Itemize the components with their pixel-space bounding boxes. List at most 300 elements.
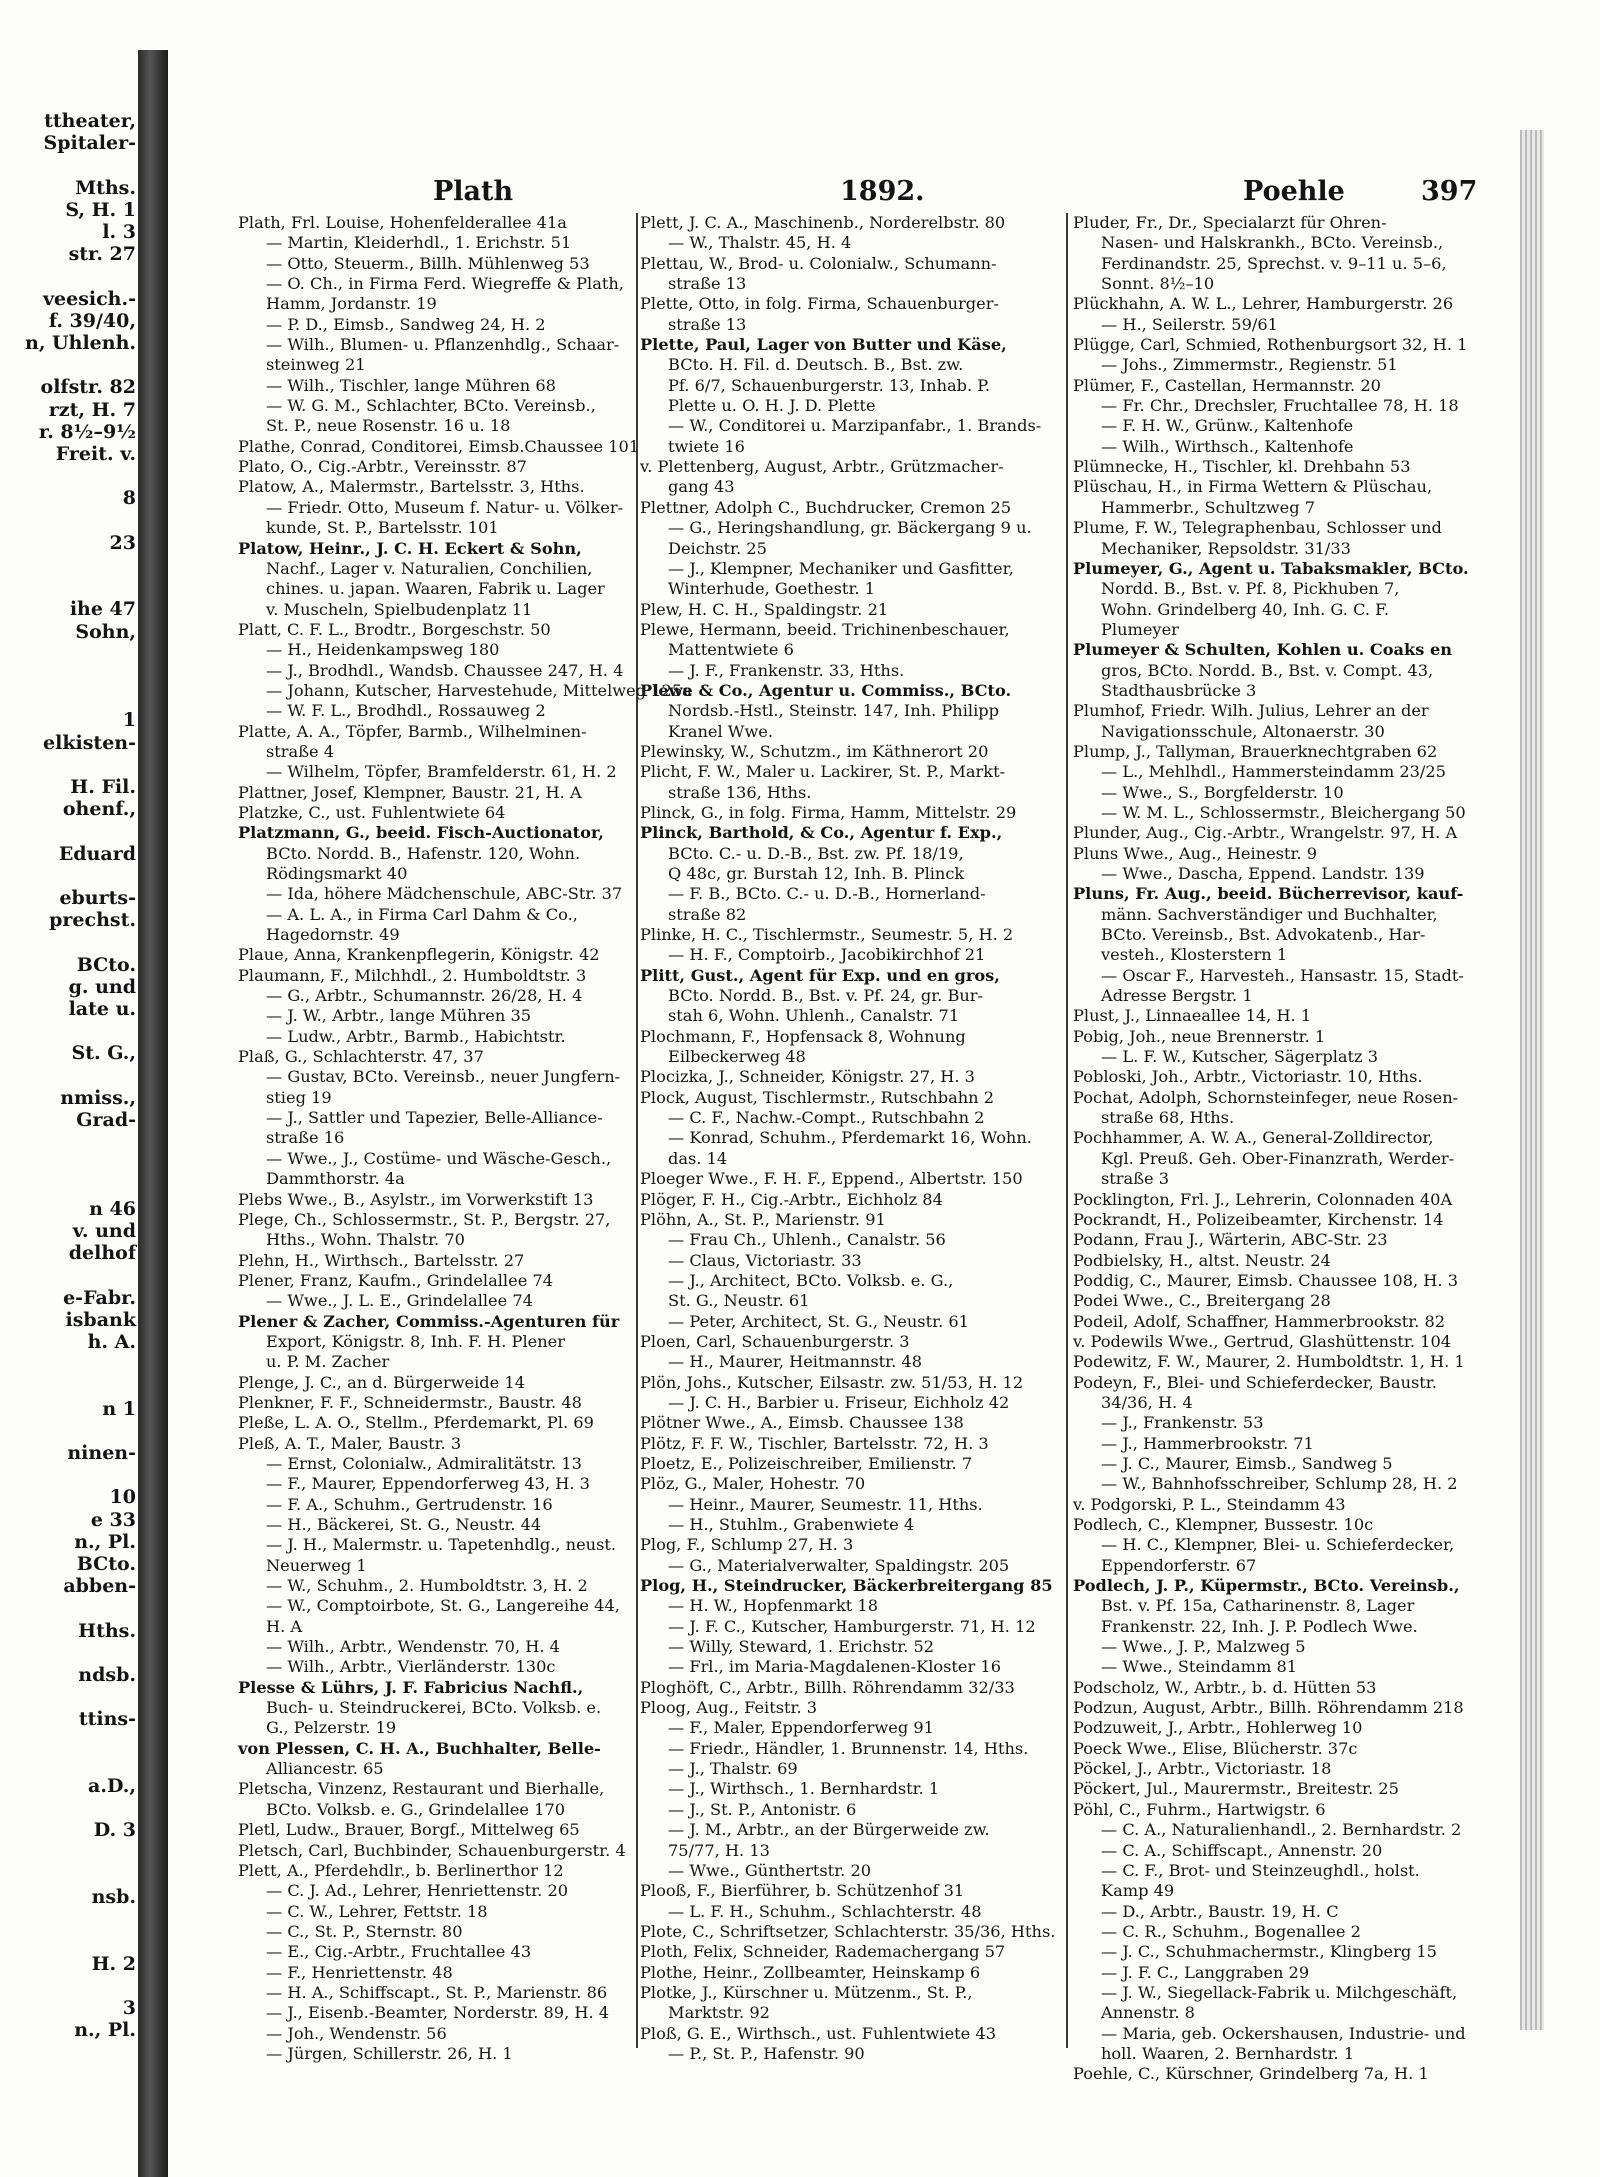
directory-entry-line: Plinke, H. C., Tischlermstr., Seumestr. 5, H. 2: [640, 925, 1014, 945]
directory-entry-line: Plöger, F. H., Cig.-Arbtr., Eichholz 84: [640, 1189, 943, 1209]
page-number: 397: [1421, 176, 1478, 207]
previous-page-fragment: n, Uhlenh.: [25, 332, 136, 354]
directory-entry-line: twiete 16: [668, 436, 745, 456]
directory-entry-line: Wohn. Grindelberg 40, Inh. G. C. F.: [1101, 599, 1390, 619]
directory-entry-line: straße 13: [668, 314, 747, 334]
directory-entry-line: — W. G. M., Schlachter, BCto. Vereinsb.,: [266, 396, 596, 416]
running-head-year: 1892.: [840, 176, 925, 207]
directory-entry-line: — J., Klempner, Mechaniker und Gasfitter,: [668, 558, 1014, 578]
directory-entry-line: — G., Materialverwalter, Spaldingstr. 205: [668, 1555, 1010, 1575]
directory-entry-line: Dammthorstr. 4a: [266, 1169, 405, 1189]
previous-page-fragment: 23: [109, 531, 136, 554]
previous-page-fragment: ihe 47: [69, 598, 136, 621]
directory-entry-line: Podewitz, F. W., Maurer, 2. Humboldtstr. 1, H. 1: [1073, 1352, 1465, 1372]
directory-entry-line: Pletscha, Vinzenz, Restaurant und Bierhalle,: [238, 1779, 605, 1799]
directory-entry-line: Hths., Wohn. Thalstr. 70: [266, 1230, 465, 1250]
previous-page-fragment: n., Pl.: [74, 1530, 136, 1553]
directory-entry-line: v. Podgorski, P. L., Steindamm 43: [1073, 1494, 1346, 1514]
directory-entry-line: Plock, August, Tischlermstr., Rutschbahn 2: [640, 1087, 995, 1107]
previous-page-fragment: Eduard: [58, 842, 136, 865]
directory-entry-line: St. P., neue Rosenstr. 16 u. 18: [266, 416, 511, 436]
previous-page-fragment: h. A.: [87, 1331, 136, 1353]
directory-entry-line: — C. F., Nachw.-Compt., Rutschbahn 2: [668, 1108, 985, 1128]
directory-entry-line: Plett, A., Pferdehdlr., b. Berlinerthor 12: [238, 1860, 564, 1880]
directory-entry-line: — O. Ch., in Firma Ferd. Wiegreffe & Plath,: [266, 274, 624, 294]
directory-entry-line: — C. R., Schuhm., Bogenallee 2: [1101, 1921, 1361, 1941]
directory-entry-line: Plicht, F. W., Maler u. Lackirer, St. P., Markt-: [640, 762, 1006, 782]
directory-entry-line: — Wwe., J. P., Malzweg 5: [1101, 1637, 1306, 1657]
directory-entry-line: Stadthausbrücke 3: [1101, 680, 1257, 700]
previous-page-fragment: 1: [122, 709, 136, 732]
directory-entry-line: Plette, Paul, Lager von Butter und Käse,: [640, 335, 1007, 355]
directory-entry-line: Pleße, L. A. O., Stellm., Pferdemarkt, Pl. 69: [238, 1413, 594, 1433]
directory-entry-line: — Wilhelm, Töpfer, Bramfelderstr. 61, H. 2: [266, 762, 617, 782]
directory-entry-line: Plötner Wwe., A., Eimsb. Chaussee 138: [640, 1413, 964, 1433]
directory-entry-line: steinweg 21: [266, 355, 366, 375]
directory-entry-line: — Wilh., Arbtr., Vierländerstr. 130c: [266, 1657, 556, 1677]
directory-entry-line: Pletsch, Carl, Buchbinder, Schauenburgerstr. 4: [238, 1840, 626, 1860]
directory-entry-line: Plinck, G., in folg. Firma, Hamm, Mittelstr. 29: [640, 802, 1017, 822]
directory-entry-line: Deichstr. 25: [668, 538, 767, 558]
directory-entry-line: Plitt, Gust., Agent für Exp. und en gros,: [640, 965, 1000, 985]
directory-entry-line: straße 68, Hths.: [1101, 1108, 1235, 1128]
previous-page-fragment: 3: [122, 1997, 136, 2019]
directory-entry-line: — J., Wirthsch., 1. Bernhardstr. 1: [668, 1779, 940, 1799]
directory-entry-line: straße 82: [668, 904, 747, 924]
directory-entry-line: — Wwe., Günthertstr. 20: [668, 1860, 872, 1880]
previous-page-fragment: ninen-: [67, 1442, 136, 1464]
directory-entry-line: Kgl. Preuß. Geh. Ober-Finanzrath, Werder-: [1101, 1148, 1455, 1168]
directory-entry-line: — J., Thalstr. 69: [668, 1759, 798, 1779]
directory-entry-line: straße 3: [1101, 1169, 1170, 1189]
directory-entry-line: — F. B., BCto. C.- u. D.-B., Hornerland-: [668, 884, 986, 904]
directory-entry-line: Plaumann, F., Milchhdl., 2. Humboldtstr. 3: [238, 965, 587, 985]
directory-entry-line: Plust, J., Linnaeallee 14, H. 1: [1073, 1006, 1312, 1026]
directory-entry-line: Nordsb.-Hstl., Steinstr. 147, Inh. Philipp: [668, 701, 999, 721]
directory-entry-line: Annenstr. 8: [1101, 2003, 1195, 2023]
directory-entry-line: Nordd. B., Bst. v. Pf. 8, Pickhuben 7,: [1101, 579, 1400, 599]
directory-entry-line: — Joh., Wendenstr. 56: [266, 2023, 447, 2043]
directory-entry-line: Plewe, Hermann, beeid. Trichinenbeschauer,: [640, 619, 1010, 639]
previous-page-fragment: S, H. 1: [65, 198, 136, 221]
directory-entry-line: Navigationsschule, Altonaerstr. 30: [1101, 721, 1385, 741]
directory-entry-line: Pöckel, J., Arbtr., Victoriastr. 18: [1073, 1759, 1332, 1779]
directory-entry-line: Podbielsky, H., altst. Neustr. 24: [1073, 1250, 1331, 1270]
directory-entry-line: — F. A., Schuhm., Gertrudenstr. 16: [266, 1494, 553, 1514]
directory-entry-line: — Friedr., Händler, 1. Brunnenstr. 14, Hths.: [668, 1738, 1029, 1758]
directory-entry-line: — Ludw., Arbtr., Barmb., Habichtstr.: [266, 1026, 566, 1046]
directory-entry-line: Platzke, C., ust. Fuhlentwiete 64: [238, 802, 506, 822]
directory-entry-line: Kranel Wwe.: [668, 721, 774, 741]
directory-entry-line: Nasen- und Halskrankh., BCto. Vereinsb.,: [1101, 233, 1444, 253]
directory-entry-line: Plettau, W., Brod- u. Colonialw., Schumann-: [640, 253, 997, 273]
directory-entry-line: — Wwe., S., Borgfelderstr. 10: [1101, 782, 1344, 802]
directory-entry-line: — J. H., Malermstr. u. Tapetenhdlg., neust.: [266, 1535, 617, 1555]
directory-entry-line: Plötz, F. F. W., Tischler, Bartelsstr. 72, H. 3: [640, 1433, 989, 1453]
directory-entry-line: Plöz, G., Maler, Hohestr. 70: [640, 1474, 866, 1494]
directory-entry-line: Ferdinandstr. 25, Sprechst. v. 9–11 u. 5–6,: [1101, 253, 1447, 273]
directory-entry-line: Alliancestr. 65: [266, 1759, 384, 1779]
previous-page-fragment: prechst.: [49, 909, 136, 932]
directory-entry-line: Pluder, Fr., Dr., Specialarzt für Ohren-: [1073, 213, 1387, 232]
directory-entry-line: — Frl., im Maria-Magdalenen-Kloster 16: [668, 1657, 1001, 1677]
directory-entry-line: Podscholz, W., Arbtr., b. d. Hütten 53: [1073, 1677, 1377, 1697]
directory-entry-line: Plener & Zacher, Commiss.-Agenturen für: [238, 1311, 620, 1331]
directory-entry-line: — H., Bäckerei, St. G., Neustr. 44: [266, 1515, 542, 1534]
directory-entry-line: Pluns Wwe., Aug., Heinestr. 9: [1073, 843, 1318, 863]
directory-entry-line: — Frau Ch., Uhlenh., Canalstr. 56: [668, 1230, 946, 1250]
previous-page-fragment: H. 2: [91, 1952, 136, 1975]
directory-entry-line: — Wilh., Blumen- u. Pflanzenhdlg., Schaar-: [266, 335, 620, 355]
previous-page-fragment: delhof: [68, 1242, 136, 1265]
directory-entry-line: Frankenstr. 22, Inh. J. P. Podlech Wwe.: [1101, 1616, 1418, 1636]
previous-page-fragment: 10: [109, 1486, 136, 1509]
directory-entry-line: Plöhn, A., St. P., Marienstr. 91: [640, 1209, 886, 1229]
directory-entry-line: — W., Schuhm., 2. Humboldtstr. 3, H. 2: [266, 1576, 588, 1596]
directory-entry-line: Plette, Otto, in folg. Firma, Schauenburger-: [640, 294, 999, 314]
directory-entry-line: BCto. H. Fil. d. Deutsch. B., Bst. zw.: [668, 355, 964, 375]
directory-entry-line: Kamp 49: [1101, 1881, 1175, 1901]
directory-entry-line: Hagedornstr. 49: [266, 925, 400, 945]
directory-entry-line: — J. W., Siegellack-Fabrik u. Milchgeschäft,: [1101, 1982, 1458, 2002]
previous-page-fragment: ttheater,: [44, 110, 136, 132]
directory-entry-line: männ. Sachverständiger und Buchhalter,: [1101, 904, 1438, 924]
directory-entry-line: — F., Maler, Eppendorferweg 91: [668, 1718, 934, 1738]
directory-entry-line: Plote, C., Schriftsetzer, Schlachterstr. 35/36, Hths.: [640, 1921, 1056, 1941]
directory-entry-line: — J., Frankenstr. 53: [1101, 1413, 1264, 1433]
previous-page-fragment: a.D.,: [88, 1775, 136, 1797]
previous-page-fragment: D. 3: [93, 1819, 136, 1842]
directory-entry-line: Poehle, C., Kürschner, Grindelberg 7a, H. 1: [1073, 2064, 1429, 2084]
directory-entry-line: — J. C., Maurer, Eimsb., Sandweg 5: [1101, 1453, 1393, 1473]
directory-entry-line: Poddig, C., Maurer, Eimsb. Chaussee 108, H. 3: [1073, 1270, 1459, 1290]
directory-entry-line: Eppendorferstr. 67: [1101, 1555, 1257, 1575]
directory-entry-line: — Wilh., Wirthsch., Kaltenhofe: [1101, 436, 1354, 456]
previous-page-fragment: nsb.: [91, 1886, 136, 1908]
directory-entry-line: — Ida, höhere Mädchenschule, ABC-Str. 37: [266, 884, 623, 904]
directory-entry-line: Plehn, H., Wirthsch., Bartelsstr. 27: [238, 1250, 525, 1270]
previous-page-fragment: v. und: [72, 1220, 136, 1242]
directory-entry-line: Export, Königstr. 8, Inh. F. H. Plener: [266, 1331, 565, 1351]
column-1: [238, 213, 692, 2064]
directory-entry-line: Platow, A., Malermstr., Bartelsstr. 3, Hths.: [238, 477, 585, 497]
directory-entry-line: — Wilh., Tischler, lange Mühren 68: [266, 375, 556, 395]
page-edge: [1520, 130, 1544, 2030]
previous-page-fragment: e-Fabr.: [63, 1286, 136, 1309]
directory-entry-line: Podann, Frau J., Wärterin, ABC-Str. 23: [1073, 1230, 1388, 1250]
directory-entry-line: u. P. M. Zacher: [266, 1352, 390, 1372]
directory-entry-line: Plückhahn, A. W. L., Lehrer, Hamburgerstr. 26: [1073, 294, 1454, 314]
directory-entry-line: — C. A., Naturalienhandl., 2. Bernhardstr. 2: [1101, 1820, 1462, 1840]
previous-page-fragment: BCto.: [76, 1553, 136, 1575]
previous-page-fragment: ohenf.,: [62, 798, 136, 821]
directory-entry-line: Plumeyer & Schulten, Kohlen u. Coaks en: [1073, 640, 1453, 660]
directory-entry-line: Plocizka, J., Schneider, Königstr. 27, H. 3: [640, 1067, 975, 1087]
directory-entry-line: Q 48c, gr. Burstah 12, Inh. B. Plinck: [668, 864, 965, 883]
directory-entry-line: Plath, Frl. Louise, Hohenfelderallee 41a: [238, 213, 567, 232]
directory-entry-line: Plochmann, F., Hopfensack 8, Wohnung: [640, 1026, 966, 1046]
directory-entry-line: — H. C., Klempner, Blei- u. Schieferdecker,: [1101, 1535, 1455, 1555]
directory-entry-line: Plume, F. W., Telegraphenbau, Schlosser und: [1073, 518, 1442, 538]
previous-page-fragment: ndsb.: [78, 1664, 136, 1686]
directory-entry-line: Mattentwiete 6: [668, 640, 794, 660]
directory-entry-line: straße 136, Hths.: [668, 782, 812, 802]
directory-entry-line: — H., Stuhlm., Grabenwiete 4: [668, 1515, 915, 1534]
directory-entry-line: Plebs Wwe., B., Asylstr., im Vorwerkstift 13: [238, 1189, 594, 1209]
directory-entry-line: Pletl, Ludw., Brauer, Borgf., Mittelweg 65: [238, 1820, 580, 1840]
directory-entry-line: straße 16: [266, 1128, 345, 1148]
directory-entry-line: — Wwe., Dascha, Eppend. Landstr. 139: [1101, 864, 1425, 883]
directory-entry-line: — J. M., Arbtr., an der Bürgerweide zw.: [668, 1820, 990, 1840]
directory-entry-line: Plotke, J., Kürschner u. Mützenm., St. P.,: [640, 1982, 973, 2002]
column-rule: [1066, 213, 1068, 2048]
previous-page-fragment: r. 8½–9½: [38, 420, 136, 443]
directory-entry-line: Nachf., Lager v. Naturalien, Conchilien,: [266, 558, 593, 578]
directory-entry-line: gang 43: [668, 477, 735, 497]
directory-entry-line: Plaue, Anna, Krankenpflegerin, Königstr. 42: [238, 945, 600, 965]
directory-entry-line: — W., Thalstr. 45, H. 4: [668, 233, 852, 253]
previous-page-fragment: BCto.: [76, 953, 136, 976]
directory-entry-line: — C. A., Schiffscapt., Annenstr. 20: [1101, 1840, 1383, 1860]
directory-entry-line: — F., Maurer, Eppendorferweg 43, H. 3: [266, 1474, 590, 1494]
directory-entry-line: Sonnt. 8½–10: [1101, 274, 1215, 294]
previous-page-fragment: H. Fil.: [70, 776, 136, 798]
previous-page-fragment: rzt, H. 7: [48, 398, 136, 421]
directory-entry-line: — J. F. C., Kutscher, Hamburgerstr. 71, H. 12: [668, 1616, 1036, 1636]
directory-entry-line: straße 13: [668, 274, 747, 294]
directory-entry-line: — W. M. L., Schlossermstr., Bleichergang 50: [1101, 802, 1466, 822]
directory-entry-line: Pochat, Adolph, Schornsteinfeger, neue Rosen-: [1073, 1087, 1459, 1107]
directory-entry-line: — J., Sattler und Tapezier, Belle-Alliance-: [266, 1108, 603, 1128]
directory-entry-line: — J. C. H., Barbier u. Friseur, Eichholz 42: [668, 1392, 1010, 1412]
directory-entry-line: — G., Heringshandlung, gr. Bäckergang 9 u.: [668, 518, 1032, 538]
previous-page-fragment: elkisten-: [43, 731, 136, 754]
directory-entry-line: 75/77, H. 13: [668, 1840, 770, 1860]
directory-entry-line: — J., Brodhdl., Wandsb. Chaussee 247, H. 4: [266, 660, 624, 680]
directory-entry-line: Eilbeckerweg 48: [668, 1047, 806, 1067]
directory-entry-line: — L. F. H., Schuhm., Schlachterstr. 48: [668, 1901, 982, 1921]
previous-page-fragment: l. 3: [102, 221, 136, 243]
directory-entry-line: Hamm, Jordanstr. 19: [266, 294, 437, 314]
directory-entry-line: BCto. Vereinsb., Bst. Advokatenb., Har-: [1101, 925, 1426, 945]
directory-entry-line: Pleß, A. T., Maler, Baustr. 3: [238, 1433, 462, 1453]
previous-page-fragment: Freit. v.: [55, 443, 136, 465]
directory-entry-line: Pockrandt, H., Polizeibeamter, Kirchenstr. 14: [1073, 1209, 1444, 1229]
directory-entry-line: stieg 19: [266, 1087, 332, 1107]
directory-entry-line: Pöhl, C., Fuhrm., Hartwigstr. 6: [1073, 1799, 1326, 1819]
previous-page-fragment: n., Pl.: [74, 2019, 136, 2042]
previous-page-fragment: late u.: [68, 998, 136, 1020]
directory-entry-line: — D., Arbtr., Baustr. 19, H. C: [1101, 1901, 1339, 1921]
directory-entry-line: — H. W., Hopfenmarkt 18: [668, 1596, 879, 1616]
directory-entry-line: — Gustav, BCto. Vereinsb., neuer Jungfern-: [266, 1067, 621, 1087]
directory-entry-line: — Friedr. Otto, Museum f. Natur- u. Völker-: [266, 497, 624, 517]
directory-entry-line: — Willy, Steward, 1. Erichstr. 52: [668, 1637, 935, 1657]
directory-entry-line: Pochhammer, A. W. A., General-Zolldirector,: [1073, 1128, 1434, 1148]
directory-entry-line: Pöckert, Jul., Maurermstr., Breitestr. 25: [1073, 1779, 1399, 1799]
previous-page-fragment: 8: [122, 487, 136, 510]
directory-entry-line: Platt, C. F. L., Brodtr., Borgeschstr. 50: [238, 619, 551, 639]
directory-entry-line: BCto. C.- u. D.-B., Bst. zw. Pf. 18/19,: [668, 843, 964, 863]
directory-entry-line: — Otto, Steuerm., Billh. Mühlenweg 53: [266, 253, 590, 273]
directory-entry-line: Plinck, Barthold, & Co., Agentur f. Exp.,: [640, 823, 1003, 843]
directory-entry-line: Podeil, Adolf, Schaffner, Hammerbrookstr. 82: [1073, 1311, 1446, 1331]
directory-entry-line: Platow, Heinr., J. C. H. Eckert & Sohn,: [238, 538, 582, 558]
directory-entry-line: Plunder, Aug., Cig.-Arbtr., Wrangelstr. 97, H. A: [1073, 823, 1458, 843]
directory-entry-line: — Peter, Architect, St. G., Neustr. 61: [668, 1311, 969, 1331]
directory-entry-line: vesteh., Klosterstern 1: [1101, 945, 1288, 965]
previous-page-fragment: St. G.,: [71, 1042, 136, 1065]
directory-entry-line: Pf. 6/7, Schauenburgerstr. 13, Inhab. P.: [668, 375, 991, 395]
directory-entry-line: Ploth, Felix, Schneider, Rademachergang 57: [640, 1942, 1006, 1962]
directory-entry-line: — J., Hammerbrookstr. 71: [1101, 1433, 1314, 1453]
directory-entry-line: — C., St. P., Sternstr. 80: [266, 1921, 463, 1941]
previous-page-fragment: Sohn,: [75, 620, 136, 643]
directory-entry-line: — J. C., Schuhmachermstr., Klingberg 15: [1101, 1942, 1437, 1962]
directory-entry-line: Podzun, August, Arbtr., Billh. Röhrendamm 218: [1073, 1698, 1464, 1718]
directory-entry-line: Plette u. O. H. J. D. Plette: [668, 396, 876, 416]
column-2: [640, 213, 1056, 2064]
directory-entry-line: — Johann, Kutscher, Harvestehude, Mittelweg 125a: [266, 680, 692, 700]
directory-entry-line: G., Pelzerstr. 19: [266, 1718, 397, 1738]
directory-entry-line: — H. F., Comptoirb., Jacobikirchhof 21: [668, 945, 986, 965]
previous-page-margin: [0, 110, 138, 2042]
directory-entry-line: Ploß, G. E., Wirthsch., ust. Fuhlentwiete 43: [640, 2023, 996, 2043]
previous-page-fragment: n 1: [102, 1397, 136, 1420]
directory-entry-line: Plooß, F., Bierführer, b. Schützenhof 31: [640, 1881, 965, 1901]
directory-entry-line: — P., St. P., Hafenstr. 90: [668, 2043, 865, 2063]
directory-entry-line: — Johs., Zimmermstr., Regienstr. 51: [1101, 355, 1398, 375]
previous-page-fragment: Hths.: [78, 1619, 136, 1642]
directory-entry-line: von Plessen, C. H. A., Buchhalter, Belle-: [238, 1738, 601, 1758]
directory-entry-line: Plump, J., Tallyman, Brauerknechtgraben 62: [1073, 741, 1438, 761]
directory-entry-line: Plümer, F., Castellan, Hermannstr. 20: [1073, 375, 1381, 395]
directory-entry-line: — Ernst, Colonialw., Admiralitätstr. 13: [266, 1453, 582, 1473]
directory-entry-line: Pobig, Joh., neue Brennerstr. 1: [1073, 1026, 1326, 1046]
directory-entry-line: Podzuweit, J., Arbtr., Hohlerweg 10: [1073, 1718, 1363, 1738]
directory-entry-line: — J., Eisenb.-Beamter, Norderstr. 89, H. 4: [266, 2003, 610, 2023]
directory-entry-line: H. A: [266, 1616, 303, 1636]
directory-entry-line: — H., Heidenkampsweg 180: [266, 640, 500, 660]
book-binding: [138, 50, 168, 2177]
directory-entry-line: Ploen, Carl, Schauenburgerstr. 3: [640, 1331, 910, 1351]
directory-entry-line: — Wwe., Steindamm 81: [1101, 1657, 1298, 1677]
directory-entry-line: Pocklington, Frl. J., Lehrerin, Colonnaden 40A: [1073, 1189, 1453, 1209]
directory-entry-line: gros, BCto. Nordd. B., Bst. v. Compt. 43,: [1101, 660, 1434, 680]
directory-entry-line: v. Muscheln, Spielbudenplatz 11: [266, 599, 533, 619]
directory-entry-line: holl. Waaren, 2. Bernhardstr. 1: [1101, 2043, 1355, 2063]
previous-page-fragment: f. 39/40,: [48, 309, 136, 332]
directory-entry-line: — L., Mehlhdl., Hammersteindamm 23/25: [1101, 762, 1446, 782]
directory-entry-line: Plön, Johs., Kutscher, Eilsastr. zw. 51/53, H. 12: [640, 1372, 1024, 1392]
directory-entry-line: — Martin, Kleiderhdl., 1. Erichstr. 51: [266, 233, 572, 253]
directory-entry-line: Plathe, Conrad, Conditorei, Eimsb.Chaussee 101: [238, 436, 640, 456]
directory-entry-line: Plothe, Heinr., Zollbeamter, Heinskamp 6: [640, 1962, 981, 1982]
directory-entry-line: Plew, H. C. H., Spaldingstr. 21: [640, 599, 889, 619]
directory-entry-line: 34/36, H. 4: [1101, 1392, 1193, 1412]
directory-entry-line: Winterhude, Goethestr. 1: [668, 579, 875, 599]
previous-page-fragment: n 46: [89, 1197, 136, 1220]
directory-entry-line: — H. A., Schiffscapt., St. P., Marienstr. 86: [266, 1982, 608, 2002]
directory-entry-line: Plaß, G., Schlachterstr. 47, 37: [238, 1047, 484, 1067]
directory-entry-line: Ploeger Wwe., F. H. F., Eppend., Albertstr. 150: [640, 1169, 1023, 1189]
directory-entry-line: BCto. Volksb. e. G., Grindelallee 170: [266, 1799, 565, 1819]
directory-entry-line: chines. u. japan. Waaren, Fabrik u. Lager: [266, 579, 605, 599]
directory-entry-line: Ploghöft, C., Arbtr., Billh. Röhrendamm 32/33: [640, 1677, 1015, 1697]
directory-entry-line: — Konrad, Schuhm., Pferdemarkt 16, Wohn.: [668, 1128, 1032, 1148]
directory-entry-line: Podlech, J. P., Küpermstr., BCto. Vereinsb.,: [1073, 1576, 1460, 1596]
directory-entry-line: Plattner, Josef, Klempner, Baustr. 21, H. A: [238, 782, 582, 802]
directory-entry-line: — Fr. Chr., Drechsler, Fruchtallee 78, H. 18: [1101, 396, 1459, 416]
directory-entry-line: St. G., Neustr. 61: [668, 1291, 810, 1311]
directory-entry-line: Plege, Ch., Schlossermstr., St. P., Bergstr. 27,: [238, 1209, 611, 1229]
directory-entry-line: Bst. v. Pf. 15a, Catharinenstr. 8, Lager: [1101, 1596, 1415, 1616]
directory-entry-line: Buch- u. Steindruckerei, BCto. Volksb. e.: [266, 1698, 602, 1718]
directory-entry-line: — C. F., Brot- und Steinzeughdl., holst.: [1101, 1860, 1420, 1880]
directory-entry-line: — J. F., Frankenstr. 33, Hths.: [668, 660, 905, 680]
previous-page-fragment: isbank: [65, 1308, 136, 1331]
directory-entry-line: — Maria, geb. Ockershausen, Industrie- und: [1101, 2023, 1466, 2043]
directory-entry-line: Plügge, Carl, Schmied, Rothenburgsort 32, H. 1: [1073, 335, 1468, 355]
directory-entry-line: Plettner, Adolph C., Buchdrucker, Cremon 25: [640, 497, 1012, 517]
previous-page-fragment: g. und: [68, 975, 136, 998]
directory-entry-line: das. 14: [668, 1148, 728, 1168]
directory-entry-line: — J. F. C., Langgraben 29: [1101, 1962, 1310, 1982]
directory-entry-line: Hammerbr., Schultzweg 7: [1101, 497, 1316, 517]
previous-page-fragment: str. 27: [68, 243, 136, 266]
directory-entry-line: Mechaniker, Repsoldstr. 31/33: [1101, 538, 1351, 558]
previous-page-fragment: nmiss.,: [60, 1086, 136, 1109]
directory-entry-line: Marktstr. 92: [668, 2003, 770, 2023]
directory-entry-line: Plenkner, F. F., Schneidermstr., Baustr. 48: [238, 1392, 582, 1412]
directory-entry-line: Adresse Bergstr. 1: [1101, 986, 1253, 1006]
directory-entry-line: — G., Arbtr., Schumannstr. 26/28, H. 4: [266, 986, 583, 1006]
directory-entry-line: Podeyn, F., Blei- und Schieferdecker, Baustr.: [1073, 1372, 1437, 1392]
directory-entry-line: — C. W., Lehrer, Fettstr. 18: [266, 1901, 488, 1921]
directory-entry-line: — W., Conditorei u. Marzipanfabr., 1. Brands-: [668, 416, 1042, 436]
directory-entry-line: Plener, Franz, Kaufm., Grindelallee 74: [238, 1270, 554, 1290]
directory-entry-line: Plümnecke, H., Tischler, kl. Drehbahn 53: [1073, 457, 1411, 477]
directory-entry-line: straße 4: [266, 741, 335, 761]
previous-page-fragment: Grad-: [76, 1109, 136, 1131]
directory-entry-line: — Oscar F., Harvesteh., Hansastr. 15, Stadt-: [1101, 965, 1464, 985]
directory-entry-line: v. Plettenberg, August, Arbtr., Grützmacher-: [640, 457, 1004, 477]
directory-entry-line: Pluns, Fr. Aug., beeid. Bücherrevisor, kauf-: [1073, 884, 1464, 904]
directory-entry-line: Pobloski, Joh., Arbtr., Victoriastr. 10, Hths.: [1073, 1067, 1423, 1087]
directory-entry-line: — Jürgen, Schillerstr. 26, H. 1: [266, 2043, 513, 2063]
directory-entry-line: Ploetz, E., Polizeischreiber, Emilienstr. 7: [640, 1453, 973, 1473]
directory-entry-line: Poeck Wwe., Elise, Blücherstr. 37c: [1073, 1738, 1358, 1758]
directory-entry-line: v. Podewils Wwe., Gertrud, Glashüttenstr. 104: [1073, 1331, 1452, 1351]
directory-entry-line: Rödingsmarkt 40: [266, 864, 408, 883]
previous-page-fragment: abben-: [63, 1575, 136, 1598]
running-head: [168, 176, 1518, 216]
directory-entry-line: Platzmann, G., beeid. Fisch-Auctionator,: [238, 823, 604, 843]
directory-entry-line: — H., Seilerstr. 59/61: [1101, 314, 1278, 334]
directory-entry-line: Plewe & Co., Agentur u. Commiss., BCto.: [640, 680, 1012, 700]
directory-entry-line: — W., Bahnhofsschreiber, Schlump 28, H. 2: [1101, 1474, 1458, 1494]
directory-entry-line: — Heinr., Maurer, Seumestr. 11, Hths.: [668, 1494, 983, 1514]
directory-entry-line: — F., Henriettenstr. 48: [266, 1962, 453, 1982]
directory-entry-line: Plewinsky, W., Schutzm., im Käthnerort 20: [640, 741, 989, 761]
directory-entry-line: — E., Cig.-Arbtr., Fruchtallee 43: [266, 1942, 532, 1962]
directory-entry-line: kunde, St. P., Bartelsstr. 101: [266, 518, 499, 538]
directory-entry-line: BCto. Nordd. B., Bst. v. Pf. 24, gr. Bur-: [668, 986, 983, 1006]
previous-page-fragment: ttins-: [78, 1708, 136, 1731]
directory-entry-line: Plüschau, H., in Firma Wettern & Plüschau,: [1073, 477, 1433, 497]
directory-entry-line: — F. H. W., Grünw., Kaltenhofe: [1101, 416, 1354, 436]
previous-page-fragment: Mths.: [75, 176, 136, 199]
